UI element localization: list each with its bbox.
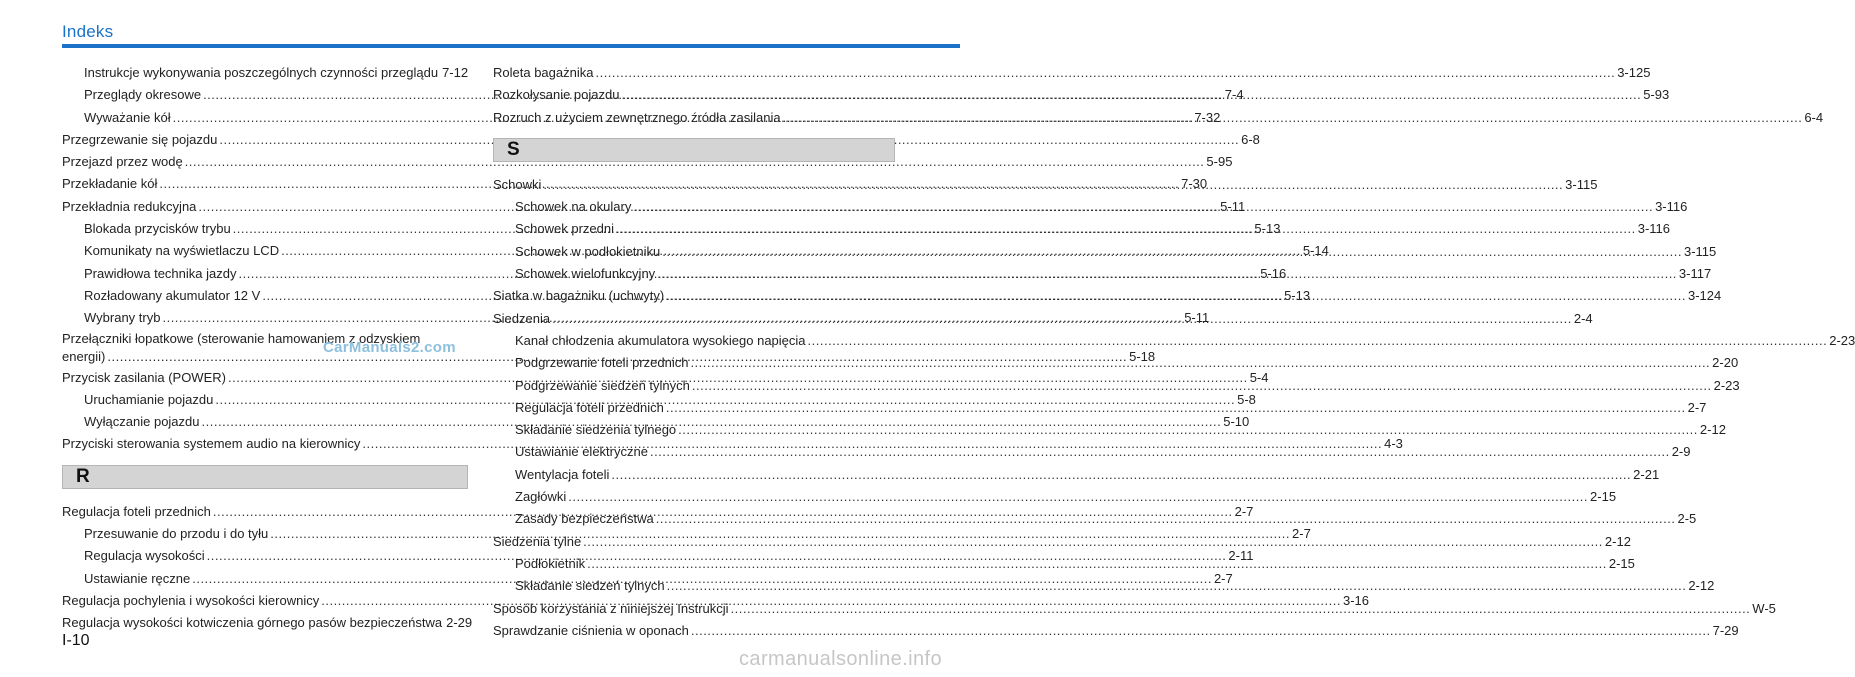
index-entry-text: Schowek przedni: [515, 221, 614, 237]
index-entry: [493, 62, 1651, 84]
dot-leader: [692, 375, 1712, 397]
index-entry: [62, 129, 1260, 151]
index-entry-text: Wyważanie kół: [84, 109, 171, 125]
index-entry-page: 5-16: [1260, 265, 1287, 281]
dot-leader: [587, 553, 1607, 575]
index-entry-page: 5-13: [1284, 287, 1311, 303]
index-entry-text: Schowek w podłokietniku: [515, 243, 661, 259]
index-entry-text: Wyłączanie pojazdu: [84, 414, 200, 430]
index-entry-page: 5-14: [1302, 243, 1329, 259]
index-entry-text: Regulacja pochylenia i wysokości kierownicy: [62, 592, 320, 608]
index-entry: [62, 612, 473, 634]
index-entry-page: 2-7: [1234, 503, 1254, 519]
dot-leader: [616, 218, 1636, 240]
index-entry-page: 3-124: [1687, 288, 1722, 304]
index-entry-text: Wentylacja foteli: [515, 466, 610, 482]
index-entry-page: 6-4: [1804, 109, 1824, 125]
index-entry-text: Składanie siedzenia tylnego: [515, 422, 677, 438]
dot-leader: [662, 241, 1682, 263]
footer-site-watermark: carmanualsonline.info: [739, 648, 942, 670]
index-entry-page: 3-125: [1617, 65, 1651, 80]
index-entry-text: Blokada przycisków trybu: [84, 221, 231, 237]
index-entry-page: 7-4: [1224, 87, 1244, 103]
index-entry-text: Prawidłowa technika jazdy: [84, 265, 237, 281]
index-entry-text: Przegrzewanie się pojazdu: [62, 131, 218, 147]
index-entry-text: Regulacja foteli przednich: [515, 399, 664, 415]
index-entry-text: Regulacja wysokości kotwiczenia górnego pasów bezpieczeństwa: [62, 615, 443, 631]
index-entry-text: Podgrzewanie siedzeń tylnych: [515, 377, 690, 393]
index-entry-page: 3-115: [1565, 176, 1598, 192]
index-entry-text: Schowki: [493, 176, 542, 192]
index-entry-text: Przycisk zasilania (POWER): [62, 369, 226, 385]
dot-leader: [595, 62, 1615, 84]
index-entry-text: Schowek wielofunkcyjny: [515, 266, 656, 282]
index-entry-text: Przejazd przez wodę: [62, 154, 183, 170]
index-entry-page: 3-116: [1655, 199, 1688, 215]
dot-leader: [656, 508, 1676, 530]
dot-leader: [666, 285, 1686, 307]
index-entry-page: 5-93: [1643, 87, 1670, 103]
index-entry-text: Zagłówki: [515, 489, 567, 505]
index-entry-page: 5-10: [1223, 414, 1250, 430]
index-entry-text: Kanał chłodzenia akumulatora wysokiego napięcia: [515, 332, 806, 348]
index-entry-page: 2-21: [1633, 466, 1660, 482]
index-entry-text: Roleta bagażnika: [493, 65, 594, 80]
index-entry-page: 2-12: [1604, 533, 1631, 549]
dot-leader: [731, 598, 1751, 620]
index-entry-page: 2-7: [1213, 570, 1233, 586]
index-entry-page: 3-115: [1683, 243, 1717, 259]
dot-leader: [621, 84, 1641, 106]
header-rule: [62, 44, 960, 48]
dot-leader: [633, 196, 1653, 218]
index-entry-page: 5-11: [1220, 198, 1246, 214]
index-entry-text: Przeglądy okresowe: [84, 87, 202, 103]
index-entry-text: Siedzenia tylne: [493, 533, 582, 549]
index-entry-page: 6-8: [1241, 131, 1260, 147]
index-entry-page: 2-23: [1713, 377, 1740, 393]
index-entry-text: Ustawianie ręczne: [84, 570, 191, 586]
dot-leader: [611, 464, 1631, 486]
dot-leader: [808, 330, 1828, 352]
watermark: CarManuals2.com: [323, 339, 456, 356]
index-entry-page: 2-7: [1292, 526, 1311, 542]
index-entry-text: Podgrzewanie foteli przednich: [515, 355, 689, 371]
dot-leader: [691, 620, 1711, 642]
dot-leader: [657, 263, 1677, 285]
dot-leader: [667, 575, 1687, 597]
index-entry-page: 5-18: [1129, 348, 1156, 364]
page-header: [0, 0, 960, 52]
index-entry-text: Rozkołysanie pojazdu: [493, 87, 620, 103]
index-entry-page: 3-16: [1342, 592, 1369, 608]
index-entry-text: Przekładanie kół: [62, 176, 158, 192]
index-entry-page: 7-29: [1712, 622, 1739, 638]
index-entry-text: Przekładnia redukcyjna: [62, 198, 197, 214]
page-number: I-10: [62, 632, 90, 649]
index-entry-text: Regulacja wysokości: [84, 548, 205, 564]
index-subentry: [493, 464, 1660, 486]
index-entry-text: Siedzenia: [493, 310, 551, 326]
index-subentry: [493, 486, 1617, 508]
index-entry-page: 3-117: [1678, 266, 1712, 282]
index-entry-text: Składanie siedzeń tylnych: [515, 578, 665, 594]
index-subentry: [62, 62, 468, 84]
index-entry-page: 5-11: [1184, 310, 1210, 326]
index-entry-text: Komunikaty na wyświetlaczu LCD: [84, 243, 280, 259]
index-entry-page: 2-9: [1671, 444, 1691, 460]
index-entry-page: 4-3: [1384, 436, 1403, 452]
index-entry-text: Przyciski sterowania systemem audio na kierownicy: [62, 436, 361, 452]
index-entry-text: Przesuwanie do przodu i do tyłu: [84, 526, 269, 542]
index-entry-page: 2-20: [1712, 355, 1739, 371]
index-entry-page: 2-15: [1590, 489, 1617, 505]
index-entry-text: Rozładowany akumulator 12 V: [84, 287, 261, 303]
dot-leader: [552, 308, 1572, 330]
index-subentry: [493, 330, 1855, 352]
index-entry-page: 2-4: [1573, 310, 1593, 326]
dot-leader: [543, 174, 1563, 196]
dot-leader: [666, 397, 1686, 419]
dot-leader: [690, 352, 1710, 374]
index-entry-page: 2-29: [446, 615, 473, 631]
dot-leader: [650, 441, 1670, 463]
index-entry-page: 7-30: [1181, 176, 1208, 192]
index-entry-text: Sprawdzanie ciśnienia w oponach: [493, 622, 689, 638]
index-entry-text: Rozruch z użyciem zewnętrznego źródła zasilania: [493, 109, 781, 125]
index-entry-page: 5-95: [1206, 154, 1233, 170]
index-entry-text: Instrukcje wykonywania poszczególnych czynności przeglądu: [84, 65, 439, 80]
dot-leader: [583, 531, 1603, 553]
index-entry-page: 7-12: [442, 65, 469, 80]
index-entry: [62, 151, 1233, 173]
dot-leader: [783, 107, 1803, 129]
index-entry-page: 2-12: [1688, 578, 1715, 594]
section-header-s: S: [493, 138, 895, 162]
index-entry-text: Zasady bezpieczeństwa: [515, 511, 654, 527]
index-entry-text: Siatka w bagażniku (uchwyty): [493, 288, 665, 304]
index-entry-text: Uruchamianie pojazdu: [84, 391, 214, 407]
index-entry-page: 2-15: [1608, 555, 1635, 571]
index-entry-page: 2-7: [1687, 399, 1707, 415]
index-entry-text: Regulacja foteli przednich: [62, 503, 211, 519]
index-entry-text: Przełączniki łopatkowe (sterowanie hamowaniem z odzyskiem: [62, 330, 421, 346]
index-entry-page: 2-23: [1829, 332, 1855, 348]
index-entry-page: 5-4: [1249, 369, 1269, 385]
index-entry-text: Ustawianie elektryczne: [515, 444, 648, 460]
dot-leader: [568, 486, 1588, 508]
index-entry: [493, 620, 1739, 642]
section-header-r: R: [62, 465, 468, 489]
index-entry-page: 3-116: [1637, 221, 1671, 237]
index-entry-page: 5-8: [1237, 391, 1256, 407]
index-entry-text: Podłokietnik: [515, 555, 586, 571]
page-title: Indeks: [62, 22, 114, 41]
index-entry-text-cont: energii): [62, 348, 106, 364]
index-entry-text: Schowek na okulary: [515, 199, 632, 215]
index-entry-page: 7-32: [1194, 109, 1221, 125]
index-entry-text: Sposób korzystania z niniejszej Instrukcji: [493, 600, 729, 616]
index-entry-page: 5-13: [1254, 221, 1281, 237]
dot-leader: [678, 419, 1698, 441]
index-entry-text: Wybrany tryb: [84, 310, 161, 326]
index-entry-page: 2-5: [1677, 511, 1697, 527]
index-entry-page: W-5: [1752, 600, 1776, 616]
index-entry-page: 2-12: [1699, 422, 1726, 438]
index-entry-page: 2-11: [1228, 548, 1254, 564]
